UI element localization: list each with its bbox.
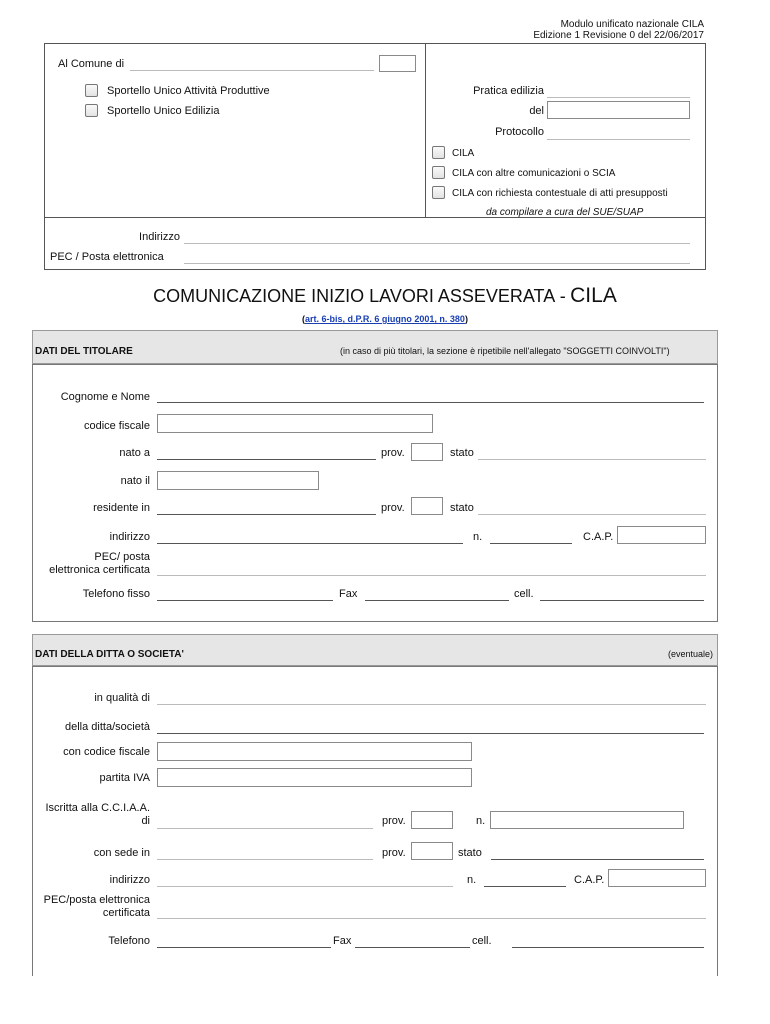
pec-input[interactable] — [184, 263, 690, 264]
pec-tit-input[interactable] — [157, 575, 706, 576]
cell-ditta-input[interactable] — [512, 947, 704, 948]
cell-tit-input[interactable] — [540, 600, 704, 601]
n-ditta-label: n. — [467, 874, 477, 886]
nato-stato-label: stato — [450, 447, 474, 459]
indirizzo-tit-label: indirizzo — [109, 531, 150, 543]
module-line-1: Modulo unificato nazionale CILA — [560, 19, 704, 30]
n-tit-input[interactable] — [490, 543, 572, 544]
title-main: COMUNICAZIONE INIZIO LAVORI ASSEVERATA — [153, 286, 556, 306]
res-prov-field[interactable] — [411, 497, 443, 515]
nato-prov-field[interactable] — [411, 443, 443, 461]
partita-iva-label: partita IVA — [99, 772, 150, 784]
codice-fiscale-field[interactable] — [157, 414, 433, 433]
con-sede-input[interactable] — [157, 859, 373, 860]
cciaa-n-label: n. — [476, 815, 486, 827]
module-caption — [520, 19, 704, 41]
nato-stato-input[interactable] — [478, 459, 706, 460]
comune-label: Al Comune di — [58, 58, 125, 70]
n-ditta-input[interactable] — [484, 886, 566, 887]
del-date-field[interactable] — [547, 101, 690, 119]
nato-il-label: nato il — [120, 475, 150, 487]
in-qualita-input[interactable] — [157, 704, 706, 705]
checkbox-suap[interactable] — [85, 84, 98, 97]
page-title — [0, 284, 770, 308]
fax-ditta-input[interactable] — [355, 947, 470, 948]
ref-open: ( — [302, 314, 306, 324]
sede-prov-field[interactable] — [411, 842, 453, 860]
telefono-fisso-input[interactable] — [157, 600, 333, 601]
admin-divider-v — [425, 43, 426, 217]
residente-label: residente in — [93, 502, 150, 514]
title-cila: CILA — [570, 284, 617, 307]
della-ditta-label: della ditta/società — [65, 721, 150, 733]
con-cf-label: con codice fiscale — [63, 746, 150, 758]
titolare-note: (in caso di più titolari, la sezione è ripetibile nell'allegato "SOGGETTI COINVOLTI") — [340, 346, 670, 356]
cciaa-line2: di — [141, 815, 150, 827]
residente-input[interactable] — [157, 514, 376, 515]
sede-prov-label: prov. — [382, 847, 406, 859]
sede-stato-label: stato — [458, 847, 482, 859]
pratica-label: Pratica edilizia — [473, 85, 544, 97]
module-line-2: Edizione 1 Revisione 0 del 22/06/2017 — [533, 30, 704, 41]
res-stato-input[interactable] — [478, 514, 706, 515]
protocollo-label: Protocollo — [495, 126, 544, 138]
checkbox-cila[interactable] — [432, 146, 445, 159]
fax-tit-input[interactable] — [365, 600, 509, 601]
cell-tit-label: cell. — [514, 588, 534, 600]
protocollo-input[interactable] — [547, 139, 690, 140]
res-stato-label: stato — [450, 502, 474, 514]
ref-close: ) — [464, 314, 468, 324]
indirizzo-ditta-label: indirizzo — [109, 874, 150, 886]
checkbox-cila-altre[interactable] — [432, 166, 445, 179]
cap-ditta-label: C.A.P. — [574, 874, 605, 886]
checkbox-cila-richiesta[interactable] — [432, 186, 445, 199]
cap-tit-label: C.A.P. — [583, 531, 614, 543]
pec-label: PEC / Posta elettronica — [50, 251, 164, 263]
nato-a-label: nato a — [119, 447, 150, 459]
checkbox-sue[interactable] — [85, 104, 98, 117]
option-sue-label: Sportello Unico Edilizia — [107, 105, 220, 117]
nato-il-field[interactable] — [157, 471, 319, 490]
comune-code-field[interactable] — [379, 55, 416, 72]
cciaa-n-field[interactable] — [490, 811, 684, 829]
pec-ditta-input[interactable] — [157, 918, 706, 919]
opt-cila-label: CILA — [452, 148, 475, 159]
cognome-nome-label: Cognome e Nome — [60, 391, 150, 403]
indirizzo-tit-input[interactable] — [157, 543, 463, 544]
nato-a-input[interactable] — [157, 459, 376, 460]
opt-cila-richiesta-label: CILA con richiesta contestuale di atti presupposti — [452, 188, 668, 199]
fax-tit-label: Fax — [339, 588, 358, 600]
indirizzo-ditta-input[interactable] — [157, 886, 453, 887]
pec-tit-line2: elettronica certificata — [49, 564, 150, 576]
telefono-ditta-input[interactable] — [157, 947, 331, 948]
indirizzo-input[interactable] — [184, 243, 690, 244]
res-prov-label: prov. — [381, 502, 405, 514]
indirizzo-label: Indirizzo — [139, 231, 180, 243]
cell-ditta-label: cell. — [472, 935, 492, 947]
titolare-heading: DATI DEL TITOLARE — [35, 346, 133, 357]
pec-tit-line1: PEC/ posta — [94, 551, 150, 563]
ditta-heading: DATI DELLA DITTA O SOCIETA' — [35, 649, 184, 660]
cap-tit-field[interactable] — [617, 526, 706, 544]
cciaa-prov-label: prov. — [382, 815, 406, 827]
telefono-ditta-label: Telefono — [108, 935, 150, 947]
opt-cila-altre-label: CILA con altre comunicazioni o SCIA — [452, 168, 616, 179]
legal-reference — [0, 314, 770, 324]
ditta-note: (eventuale) — [667, 649, 713, 659]
nato-prov-label: prov. — [381, 447, 405, 459]
pec-ditta-label — [36, 894, 150, 920]
title-dash: - — [559, 286, 566, 306]
pec-ditta-line1: PEC/posta elettronica — [43, 894, 150, 906]
partita-iva-field[interactable] — [157, 768, 472, 787]
sue-note: da compilare a cura del SUE/SUAP — [486, 207, 644, 218]
comune-input[interactable] — [130, 70, 374, 71]
cciaa-prov-field[interactable] — [411, 811, 453, 829]
del-label: del — [529, 105, 544, 117]
pec-ditta-line2: certificata — [102, 907, 150, 919]
codice-fiscale-label: codice fiscale — [83, 420, 150, 432]
cciaa-label — [36, 802, 150, 828]
cciaa-line1: Iscritta alla C.C.I.A.A. — [45, 802, 150, 814]
cciaa-input[interactable] — [157, 828, 373, 829]
pratica-input[interactable] — [547, 97, 690, 98]
con-cf-field[interactable] — [157, 742, 472, 761]
legal-reference-link[interactable]: art. 6-bis, d.P.R. 6 giugno 2001, n. 380 — [305, 314, 465, 324]
sede-stato-input[interactable] — [491, 859, 704, 860]
fax-ditta-label: Fax — [333, 935, 352, 947]
option-suap-label: Sportello Unico Attività Produttive — [107, 85, 270, 97]
pec-tit-label — [36, 551, 150, 577]
cap-ditta-field[interactable] — [608, 869, 706, 887]
telefono-fisso-label: Telefono fisso — [82, 588, 150, 600]
con-sede-label: con sede in — [93, 847, 150, 859]
della-ditta-input[interactable] — [157, 733, 704, 734]
in-qualita-label: in qualità di — [94, 692, 150, 704]
n-tit-label: n. — [473, 531, 483, 543]
cognome-nome-input[interactable] — [157, 402, 704, 403]
